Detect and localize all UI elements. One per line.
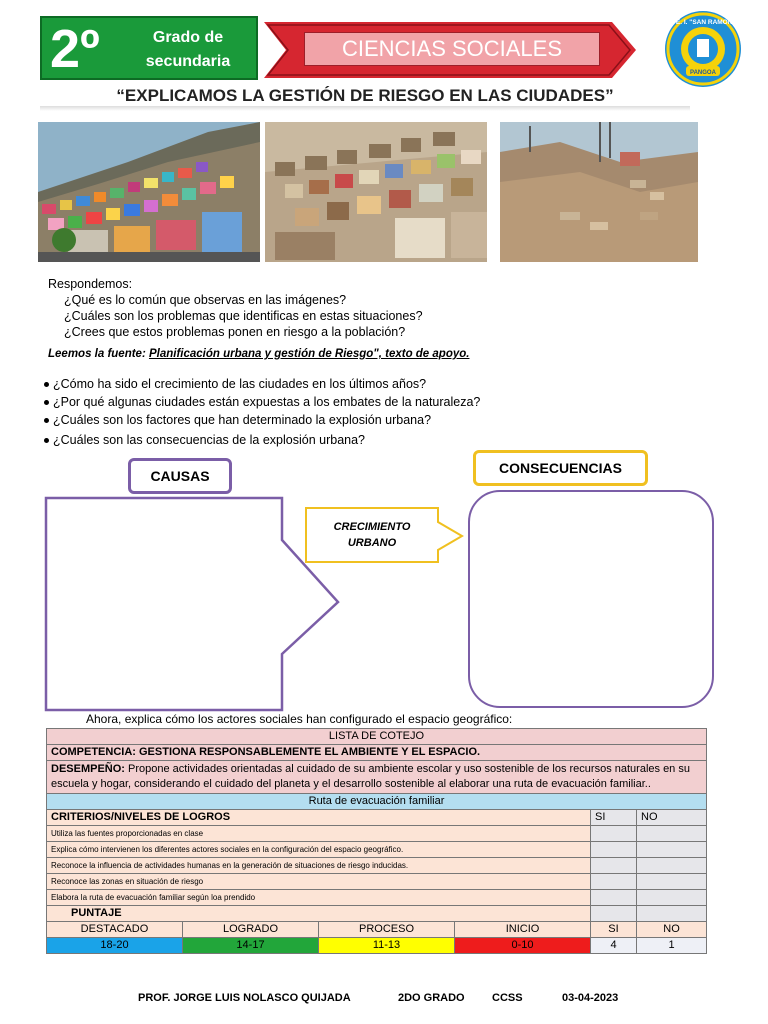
criterio-4-si[interactable] <box>591 874 637 890</box>
criterio-3-no[interactable] <box>637 858 707 874</box>
si-header: SI <box>591 810 637 826</box>
grade-number: 2º <box>50 19 100 79</box>
range-destacado: 18-20 <box>47 938 183 954</box>
footer-date: 03-04-2023 <box>562 992 619 1004</box>
fuente-prefix: Leemos la fuente: <box>48 348 149 360</box>
puntaje-row: PUNTAJE <box>47 906 591 922</box>
range-proceso: 11-13 <box>319 938 455 954</box>
level-logrado: LOGRADO <box>183 922 319 938</box>
title-underline <box>40 106 690 111</box>
level-no: NO <box>637 922 707 938</box>
question-2: ¿Cuáles son los problemas que identificas en estas situaciones? <box>64 309 423 323</box>
bullet-1 <box>44 376 426 393</box>
grade-box <box>40 16 258 80</box>
ruta-row: Ruta de evacuación familiar <box>47 794 707 810</box>
respondemos-label: Respondemos <box>48 277 129 291</box>
desempeno-row <box>47 761 707 794</box>
question-3: ¿Crees que estos problemas ponen en riesgo a la población? <box>64 325 406 339</box>
criterio-5: Elabora la ruta de evacuación familiar según loa prendido <box>47 890 591 906</box>
bullet-4 <box>44 432 365 449</box>
criterio-2-no[interactable] <box>637 842 707 858</box>
consecuencias-box[interactable] <box>468 490 714 708</box>
level-destacado: DESTACADO <box>47 922 183 938</box>
school-logo-icon <box>664 10 742 88</box>
subject-title: CIENCIAS SOCIALES <box>304 32 600 66</box>
criterio-5-no[interactable] <box>637 890 707 906</box>
page-title: “EXPLICAMOS LA GESTIÓN DE RIESGO EN LAS CIUDADES” <box>116 86 614 105</box>
crecimiento-text <box>308 519 436 551</box>
dusty-hill-photo <box>500 122 698 262</box>
crecimiento-line2: URBANO <box>347 537 397 549</box>
range-inicio: 0-10 <box>455 938 591 954</box>
instruction-text: Ahora, explica cómo los actores sociales han configurado el espacio geográfico: <box>86 712 513 726</box>
bullet-4-text: ¿Cuáles son las consecuencias de la explosión urbana? <box>53 433 365 447</box>
criterio-5-si[interactable] <box>591 890 637 906</box>
criterio-4: Reconoce las zonas en situación de riesgo <box>47 874 591 890</box>
bullet-3 <box>44 412 431 429</box>
count-no: 1 <box>637 938 707 954</box>
criterio-3: Reconoce la influencia de actividades humanas en la generación de situaciones de riesgo inducidas. <box>47 858 591 874</box>
no-header: NO <box>637 810 707 826</box>
level-si: SI <box>591 922 637 938</box>
range-logrado: 14-17 <box>183 938 319 954</box>
bullet-2 <box>44 394 480 411</box>
competencia-row: COMPETENCIA: GESTIONA RESPONSABLEMENTE EL AMBIENTE Y EL ESPACIO. <box>47 745 707 761</box>
criterio-2: Explica cómo intervienen los diferentes actores sociales en la configuración del espacio geográfico. <box>47 842 591 858</box>
respondemos-block: Respondemos: <box>48 277 133 291</box>
criterio-3-si[interactable] <box>591 858 637 874</box>
footer-grade: 2DO GRADO <box>398 992 465 1004</box>
criterio-2-si[interactable] <box>591 842 637 858</box>
fuente-line <box>48 348 469 360</box>
desempeno-text: Propone actividades orientadas al cuidado de su ambiente escolar y uso sostenible de los recursos naturales en su escuela y hogar, considerando el cuidado del planeta y el desarrollo sostenible al elaborar una ruta de evacuación familiar.. <box>51 763 690 790</box>
level-proceso: PROCESO <box>319 922 455 938</box>
fuente-link[interactable]: Planificación urbana y gestión de Riesgo", texto de apoyo. <box>148 348 470 360</box>
level-inicio: INICIO <box>455 922 591 938</box>
causas-arrow-box[interactable] <box>44 496 344 714</box>
criterio-1-si[interactable] <box>591 826 637 842</box>
criterios-header: CRITERIOS/NIVELES DE LOGROS <box>47 810 591 826</box>
criterio-1: Utiliza las fuentes proporcionadas en clase <box>47 826 591 842</box>
bullet-1-text: ¿Cómo ha sido el crecimiento de las ciudades en los últimos años? <box>53 377 427 391</box>
bullet-3-text: ¿Cuáles son los factores que han determinado la explosión urbana? <box>53 413 432 427</box>
table-title: LISTA DE COTEJO <box>47 729 707 745</box>
bullet-2-text: ¿Por qué algunas ciudades están expuestas a los embates de la naturaleza? <box>53 395 481 409</box>
consecuencias-label: CONSECUENCIAS <box>473 450 648 486</box>
lista-de-cotejo-table <box>46 728 707 954</box>
question-1: ¿Qué es lo común que observas en las imágenes? <box>64 293 347 307</box>
footer-teacher: PROF. JORGE LUIS NOLASCO QUIJADA <box>138 992 351 1004</box>
hillside-houses-photo <box>38 122 260 262</box>
footer-course: CCSS <box>492 992 523 1004</box>
criterio-1-no[interactable] <box>637 826 707 842</box>
logo-top-text: I. E. I. "SAN RAMON" <box>670 19 736 26</box>
grade-text: Grado de secundaria <box>145 29 231 70</box>
logo-bottom-text: PANGOA <box>690 70 716 76</box>
count-si: 4 <box>591 938 637 954</box>
dense-settlement-photo <box>265 122 487 262</box>
criterio-4-no[interactable] <box>637 874 707 890</box>
crecimiento-line1: CRECIMIENTO <box>333 521 411 533</box>
causas-label: CAUSAS <box>128 458 232 494</box>
desempeno-label: DESEMPEÑO: <box>51 763 125 775</box>
